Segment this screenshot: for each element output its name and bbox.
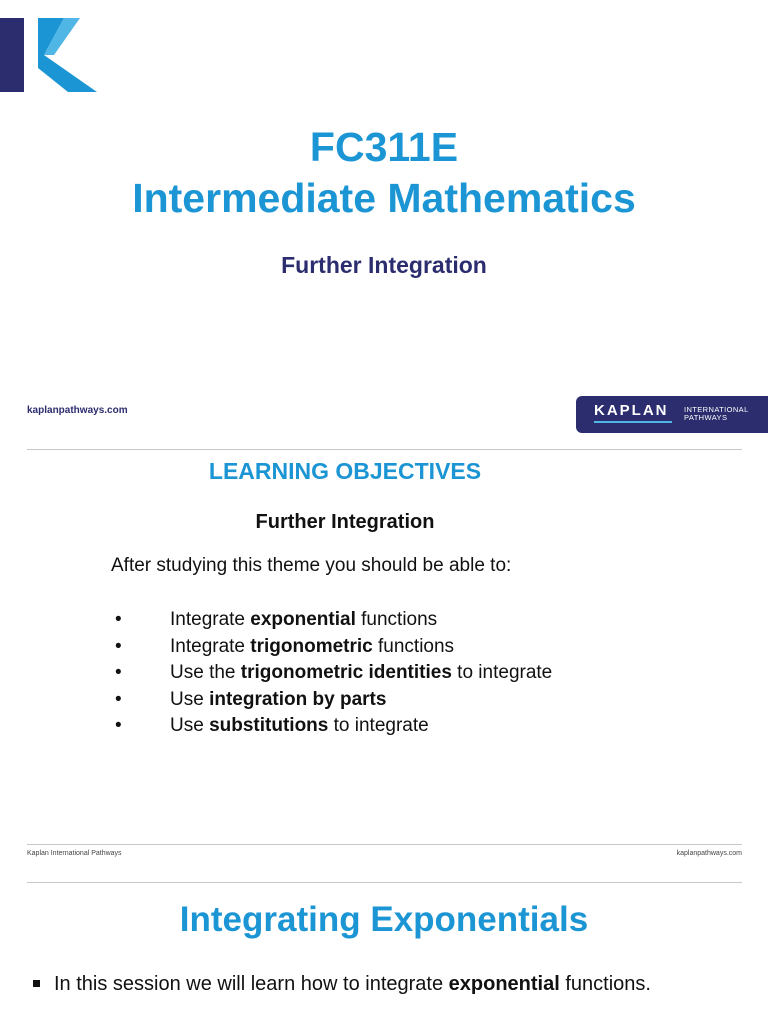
brand-line-1: INTERNATIONAL: [684, 405, 749, 414]
bullet-icon: •: [115, 662, 122, 684]
integrating-exponentials-heading: Integrating Exponentials: [179, 900, 589, 939]
bullet-icon: •: [115, 688, 122, 710]
objectives-intro: After studying this theme you should be able to:: [111, 555, 512, 576]
slide-subtitle: Further Integration: [281, 252, 487, 278]
objectives-subheading: Further Integration: [255, 511, 435, 533]
bullet-icon: •: [115, 635, 122, 657]
brand-underline: [594, 421, 672, 423]
website-link[interactable]: kaplanpathways.com: [27, 405, 128, 416]
course-code: FC311E: [309, 124, 459, 170]
session-bullet: In this session we will learn how to integrate exponential functions.: [33, 971, 651, 997]
brand-line-2: PATHWAYS: [684, 413, 728, 422]
course-name: Intermediate Mathematics: [132, 175, 636, 221]
slide-divider: [27, 882, 742, 883]
footer-website[interactable]: kaplanpathways.com: [676, 850, 742, 857]
slide-divider: [27, 844, 742, 845]
slide-divider: [27, 449, 742, 450]
footer-company: Kaplan International Pathways: [27, 850, 122, 857]
brand-name: KAPLAN: [594, 402, 669, 419]
bullet-icon: •: [115, 609, 122, 630]
bullet-icon: •: [115, 715, 122, 737]
kaplan-k-logo: [0, 18, 100, 92]
learning-objectives-heading: LEARNING OBJECTIVES: [208, 458, 482, 484]
square-bullet-icon: [33, 980, 40, 987]
